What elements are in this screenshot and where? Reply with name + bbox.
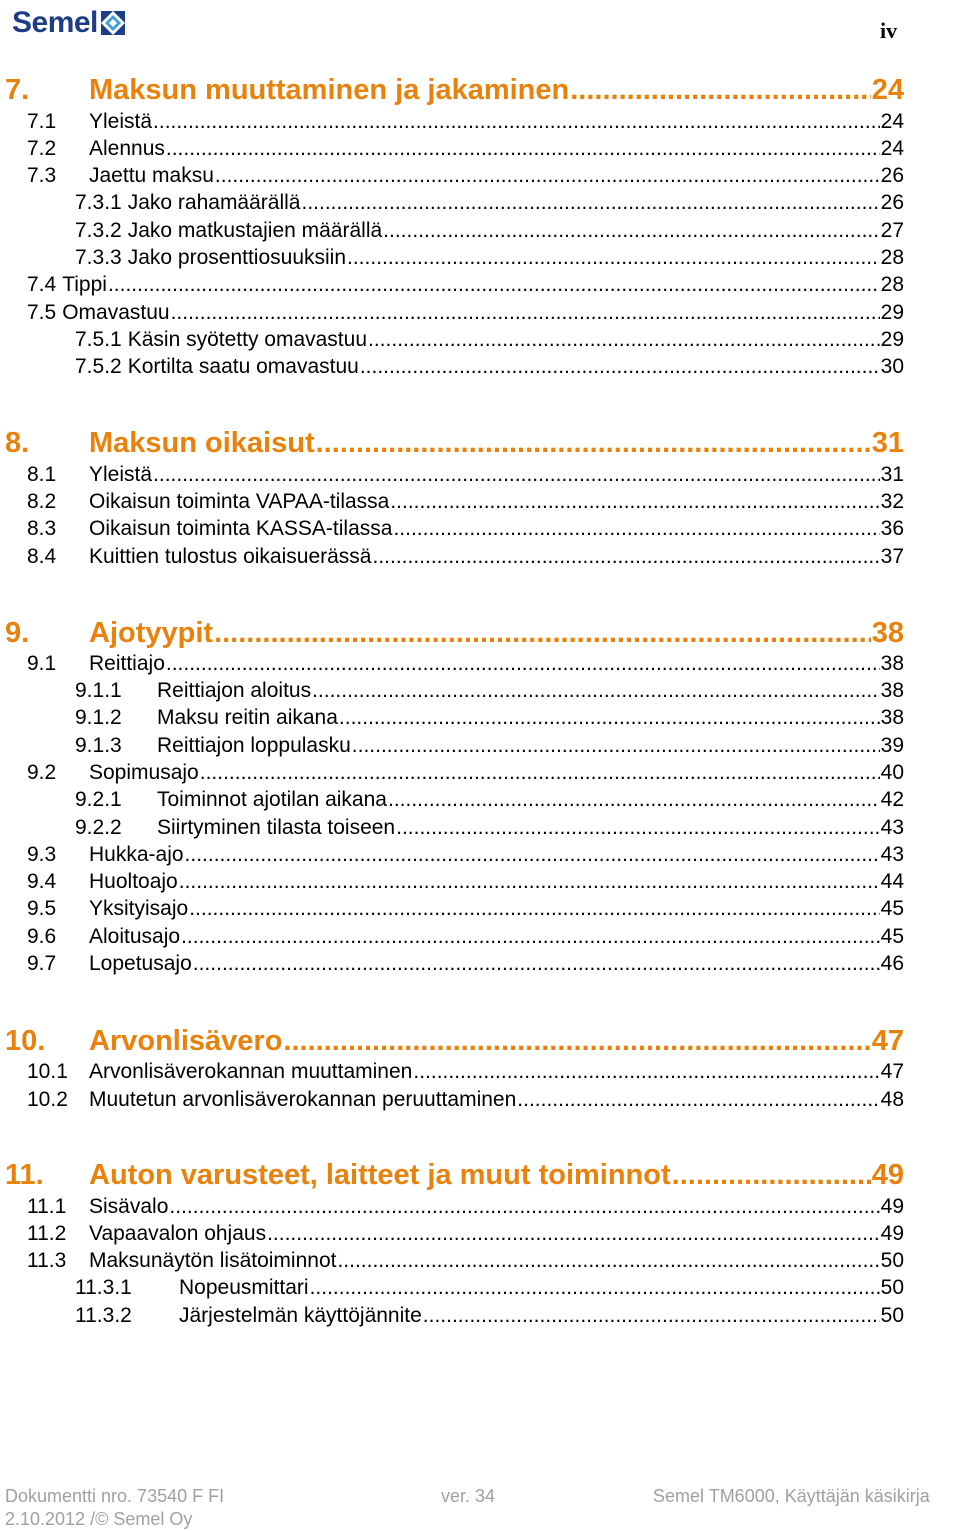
toc-title: Jako rahamäärällä — [127, 191, 301, 214]
toc-title: Muutetun arvonlisäverokannan peruuttaminen — [89, 1088, 517, 1111]
toc-number: 9.2 — [27, 761, 57, 784]
page-number: iv — [880, 18, 898, 43]
toc-entry[interactable] — [75, 706, 904, 732]
toc-title: Maksu reitin aikana — [157, 706, 338, 729]
toc-title: Hukka-ajo — [89, 843, 184, 866]
toc-dot-leader — [352, 734, 880, 758]
toc-title: Ajotyypit — [89, 617, 214, 649]
toc-page-number: 44 — [880, 870, 904, 893]
toc-entry[interactable] — [27, 110, 904, 136]
toc-page-number: 43 — [880, 843, 904, 866]
toc-number: 9.1.1 — [75, 679, 122, 702]
toc-dot-leader — [360, 355, 880, 379]
toc-chapter[interactable] — [5, 1159, 904, 1195]
toc-page-number: 50 — [880, 1276, 904, 1299]
toc-page-number: 38 — [880, 679, 904, 702]
toc-title: Vapaavalon ohjaus — [89, 1222, 267, 1245]
toc-title: Oikaisun toiminta KASSA-tilassa — [89, 517, 393, 540]
toc-entry[interactable] — [75, 246, 904, 272]
toc-title: Omavastuu — [62, 301, 170, 324]
toc-dot-leader — [383, 219, 879, 243]
toc-dot-leader — [388, 788, 880, 812]
toc-number: 9.2.1 — [75, 788, 122, 811]
toc-title: Käsin syötetty omavastuu — [127, 328, 368, 351]
toc-page-number: 26 — [880, 164, 904, 187]
toc-dot-leader — [423, 1304, 880, 1328]
toc-dot-leader — [153, 463, 880, 487]
toc-dot-leader — [570, 74, 871, 107]
toc-page-number: 45 — [880, 925, 904, 948]
toc-page-number: 38 — [880, 706, 904, 729]
toc-number: 8. — [5, 427, 30, 459]
footer-version: ver. 34 — [441, 1486, 496, 1506]
toc-dot-leader — [200, 761, 880, 785]
toc-title: Aloitusajo — [89, 925, 181, 948]
footer-product: Semel TM6000, Käyttäjän käsikirja — [653, 1486, 930, 1506]
logo-text: Semel — [12, 6, 98, 39]
toc-number: 8.2 — [27, 490, 57, 513]
toc-entry[interactable] — [27, 1249, 904, 1275]
toc-number: 10.2 — [27, 1088, 68, 1111]
toc-dot-leader — [312, 679, 880, 703]
toc-entry[interactable] — [27, 545, 904, 571]
toc-number: 7.1 — [27, 110, 57, 133]
toc-page-number: 50 — [880, 1249, 904, 1272]
toc-title: Alennus — [89, 137, 165, 160]
toc-number: 9.1.2 — [75, 706, 122, 729]
toc-dot-leader — [169, 1195, 879, 1219]
toc-number: 9.5 — [27, 897, 57, 920]
toc-entry[interactable] — [75, 1304, 904, 1330]
toc-page-number: 27 — [880, 219, 904, 242]
toc-page-number: 26 — [880, 191, 904, 214]
toc-number: 11.2 — [27, 1222, 67, 1245]
toc-dot-leader — [193, 952, 880, 976]
toc-entry[interactable] — [27, 517, 904, 543]
toc-entry[interactable] — [27, 952, 904, 978]
toc-page-number: 28 — [880, 246, 904, 269]
toc-dot-leader — [672, 1159, 871, 1192]
toc-number: 9.3 — [27, 843, 57, 866]
toc-title: Lopetusajo — [89, 952, 192, 975]
toc-title: Toiminnot ajotilan aikana — [157, 788, 387, 811]
toc-entry[interactable] — [27, 164, 904, 190]
toc-chapter[interactable] — [5, 1025, 904, 1061]
toc-number: 9.1.3 — [75, 734, 122, 757]
toc-number: 7.5.1 — [75, 328, 122, 351]
toc-page-number: 43 — [880, 816, 904, 839]
toc-page-number: 40 — [880, 761, 904, 784]
toc-chapter[interactable] — [5, 617, 904, 653]
toc-entry[interactable] — [27, 870, 904, 896]
toc-dot-leader — [337, 1249, 879, 1273]
toc-page-number: 29 — [880, 301, 904, 324]
toc-number: 7.3 — [27, 164, 57, 187]
toc-entry[interactable] — [75, 219, 904, 245]
toc-entry[interactable] — [75, 355, 904, 381]
toc-title: Arvonlisävero — [89, 1025, 283, 1057]
toc-entry[interactable] — [27, 1088, 904, 1114]
toc-dot-leader — [396, 816, 880, 840]
toc-dot-leader — [368, 328, 880, 352]
toc-title: Reittiajon loppulasku — [157, 734, 351, 757]
toc-title: Auton varusteet, laitteet ja muut toiminnot — [89, 1159, 671, 1191]
toc-title: Kuittien tulostus oikaisuerässä — [89, 545, 372, 568]
toc-number: 8.1 — [27, 463, 57, 486]
toc-dot-leader — [179, 870, 880, 894]
toc-entry[interactable] — [27, 761, 904, 787]
toc-dot-leader — [339, 706, 880, 730]
toc-number: 8.3 — [27, 517, 57, 540]
toc-dot-leader — [316, 427, 871, 460]
toc-entry[interactable] — [75, 679, 904, 705]
toc-dot-leader — [267, 1222, 880, 1246]
toc-title: Tippi — [62, 273, 107, 296]
toc-dot-leader — [390, 490, 879, 514]
toc-page-number: 47 — [880, 1060, 904, 1083]
toc-title: Maksun muuttaminen ja jakaminen — [89, 74, 570, 106]
toc-entry[interactable] — [27, 1060, 904, 1086]
footer-document-number: Dokumentti nro. 73540 F FI — [5, 1486, 225, 1506]
toc-title: Sisävalo — [89, 1195, 169, 1218]
toc-dot-leader — [517, 1088, 879, 1112]
toc-dot-leader — [310, 1276, 880, 1300]
toc-dot-leader — [171, 301, 880, 325]
toc-number: 11.1 — [27, 1195, 67, 1218]
toc-dot-leader — [413, 1060, 879, 1084]
toc-title: Sopimusajo — [89, 761, 199, 784]
toc-title: Maksun oikaisut — [89, 427, 315, 459]
toc-number: 11.3 — [27, 1249, 67, 1272]
toc-number: 7.5 — [27, 301, 57, 324]
toc-page-number: 49 — [880, 1195, 904, 1218]
toc-number: 7.4 — [27, 273, 57, 296]
semel-logo — [12, 6, 126, 40]
toc-entry[interactable] — [75, 788, 904, 814]
toc-title: Maksunäytön lisätoiminnot — [89, 1249, 337, 1272]
toc-entry[interactable] — [27, 463, 904, 489]
toc-title: Jako prosenttiosuuksiin — [127, 246, 347, 269]
toc-page-number: 38 — [880, 652, 904, 675]
toc-number: 7. — [5, 74, 30, 106]
toc-number: 11.3.2 — [75, 1304, 132, 1327]
toc-dot-leader — [393, 517, 879, 541]
toc-number: 7.5.2 — [75, 355, 122, 378]
toc-number: 9.1 — [27, 652, 57, 675]
toc-title: Reittiajo — [89, 652, 165, 675]
toc-number: 7.3.3 — [75, 246, 122, 269]
toc-page-number: 45 — [880, 897, 904, 920]
toc-number: 9.6 — [27, 925, 57, 948]
toc-title: Kortilta saatu omavastuu — [127, 355, 359, 378]
toc-title: Jaettu maksu — [89, 164, 214, 187]
toc-entry[interactable] — [75, 191, 904, 217]
toc-entry[interactable] — [27, 273, 904, 299]
toc-page-number: 39 — [880, 734, 904, 757]
toc-entry[interactable] — [27, 652, 904, 678]
toc-entry[interactable] — [27, 1222, 904, 1248]
footer-date-copyright: 2.10.2012 /© Semel Oy — [5, 1509, 193, 1529]
toc-page-number: 24 — [880, 137, 904, 160]
toc-page-number: 31 — [880, 463, 904, 486]
toc-entry[interactable] — [27, 843, 904, 869]
toc-page-number: 29 — [880, 328, 904, 351]
toc-page-number: 42 — [880, 788, 904, 811]
toc-number: 9. — [5, 617, 30, 649]
toc-page-number: 30 — [880, 355, 904, 378]
toc-dot-leader — [108, 273, 880, 297]
toc-entry[interactable] — [27, 897, 904, 923]
toc-title: Järjestelmän käyttöjännite — [179, 1304, 422, 1327]
toc-number: 7.2 — [27, 137, 57, 160]
toc-title: Reittiajon aloitus — [157, 679, 312, 702]
toc-page-number: 50 — [880, 1304, 904, 1327]
toc-dot-leader — [166, 652, 880, 676]
toc-number: 8.4 — [27, 545, 57, 568]
toc-page-number: 32 — [880, 490, 904, 513]
toc-dot-leader — [283, 1025, 870, 1058]
toc-dot-leader — [189, 897, 879, 921]
toc-number: 11. — [5, 1159, 44, 1191]
toc-page-number: 28 — [880, 273, 904, 296]
toc-entry[interactable] — [27, 490, 904, 516]
toc-entry[interactable] — [27, 301, 904, 327]
toc-entry[interactable] — [27, 925, 904, 951]
toc-dot-leader — [185, 843, 880, 867]
toc-number: 7.3.2 — [75, 219, 122, 242]
toc-entry[interactable] — [75, 734, 904, 760]
toc-title: Yleistä — [89, 110, 153, 133]
toc-entry[interactable] — [75, 816, 904, 842]
toc-page-number: 49 — [871, 1159, 904, 1191]
toc-page-number: 49 — [880, 1222, 904, 1245]
toc-title: Huoltoajo — [89, 870, 178, 893]
toc-entry[interactable] — [75, 328, 904, 354]
toc-page-number: 24 — [880, 110, 904, 133]
toc-title: Siirtyminen tilasta toiseen — [157, 816, 396, 839]
toc-page-number: 31 — [871, 427, 904, 459]
toc-number: 10.1 — [27, 1060, 68, 1083]
toc-dot-leader — [214, 617, 871, 650]
toc-page-number: 38 — [871, 617, 904, 649]
toc-page-number: 47 — [871, 1025, 904, 1057]
toc-dot-leader — [215, 164, 880, 188]
toc-dot-leader — [153, 110, 880, 134]
toc-title: Arvonlisäverokannan muuttaminen — [89, 1060, 413, 1083]
toc-chapter[interactable] — [5, 74, 904, 110]
toc-page-number: 36 — [880, 517, 904, 540]
toc-page-number: 46 — [880, 952, 904, 975]
toc-title: Nopeusmittari — [179, 1276, 309, 1299]
toc-dot-leader — [166, 137, 880, 161]
toc-number: 9.4 — [27, 870, 57, 893]
toc-entry[interactable] — [27, 137, 904, 163]
toc-number: 9.7 — [27, 952, 57, 975]
toc-chapter[interactable] — [5, 427, 904, 463]
toc-dot-leader — [301, 191, 879, 215]
toc-number: 9.2.2 — [75, 816, 122, 839]
toc-title: Yleistä — [89, 463, 153, 486]
toc-title: Oikaisun toiminta VAPAA-tilassa — [89, 490, 390, 513]
toc-dot-leader — [181, 925, 880, 949]
toc-page-number: 24 — [871, 74, 904, 106]
toc-page-number: 37 — [880, 545, 904, 568]
toc-title: Yksityisajo — [89, 897, 189, 920]
toc-number: 11.3.1 — [75, 1276, 132, 1299]
toc-page-number: 48 — [880, 1088, 904, 1111]
toc-entry[interactable] — [27, 1195, 904, 1221]
toc-dot-leader — [347, 246, 880, 270]
toc-title: Jako matkustajien määrällä — [127, 219, 383, 242]
semel-logo-icon — [100, 10, 126, 36]
toc-entry[interactable] — [75, 1276, 904, 1302]
toc-dot-leader — [373, 545, 880, 569]
toc-number: 10. — [5, 1025, 46, 1057]
toc-number: 7.3.1 — [75, 191, 122, 214]
